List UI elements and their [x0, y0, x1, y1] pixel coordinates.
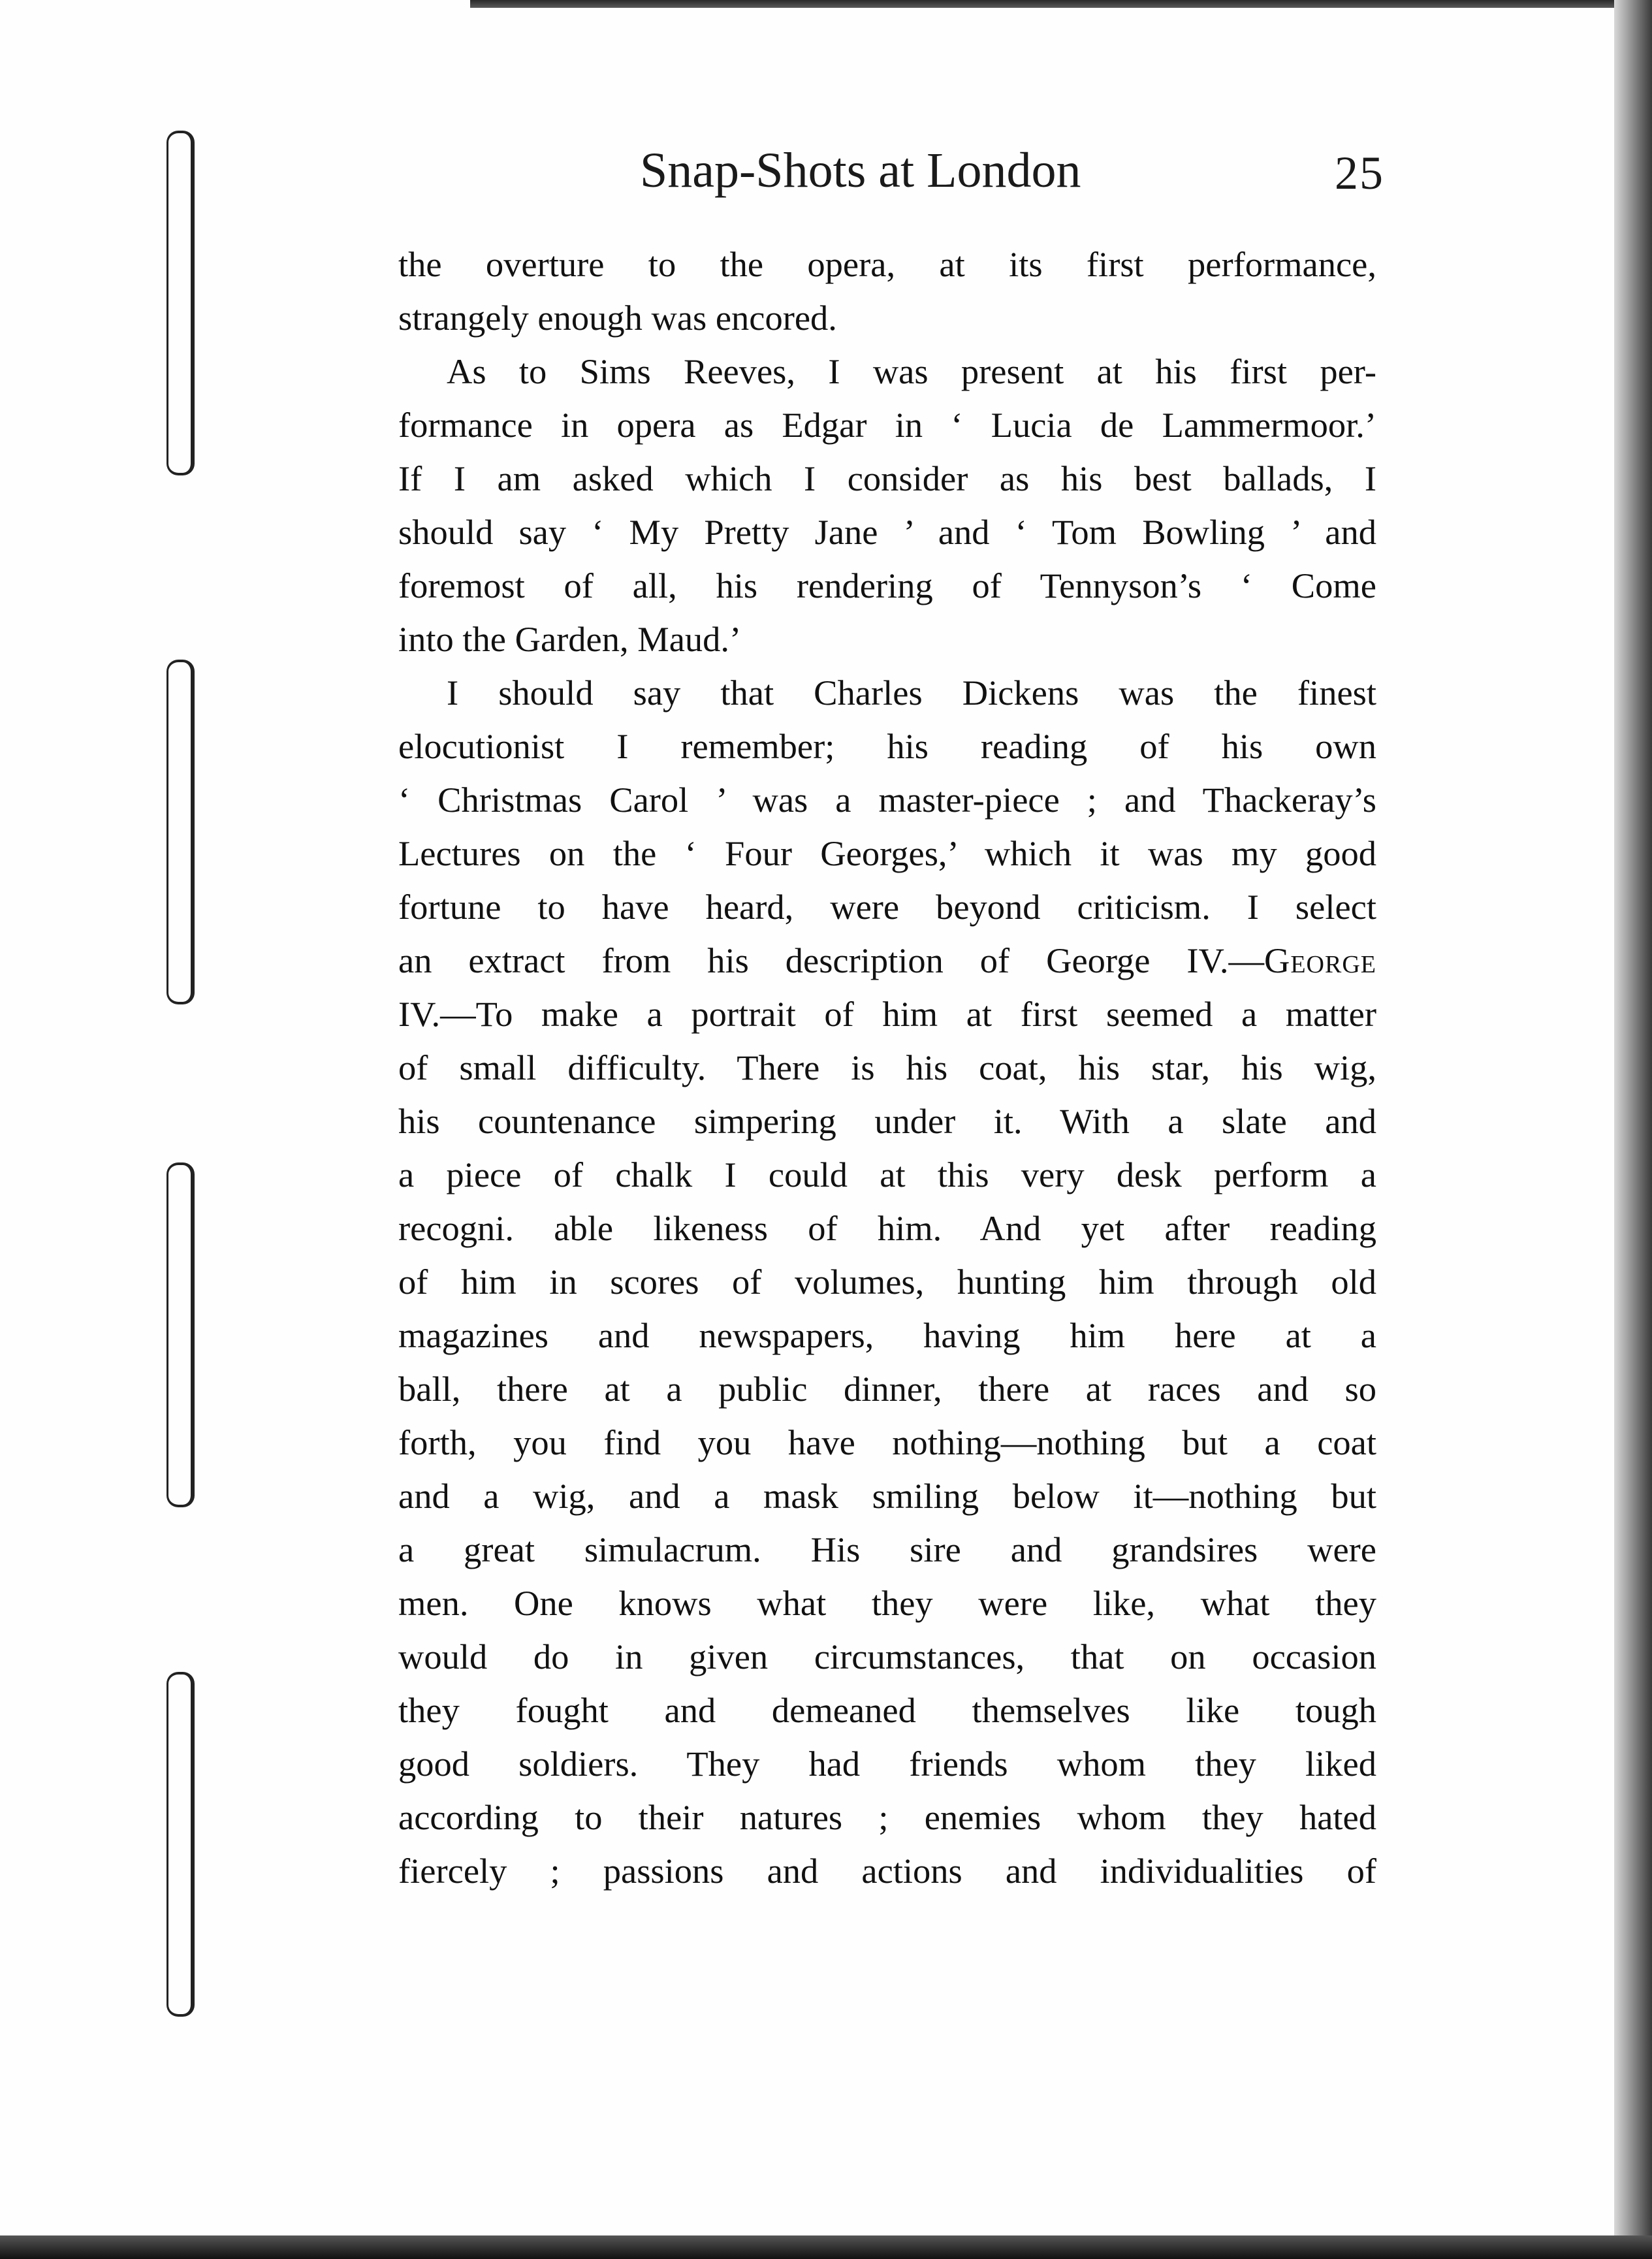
page-header — [392, 142, 1384, 201]
scan-right-edge — [1614, 0, 1652, 2259]
text-line: ‘ Christmas Carol ’ was a master-piece ; and Thackeray’s — [398, 780, 1376, 820]
text-line: his countenance simpering under it. With a slate and — [398, 1101, 1376, 1141]
text-line: and a wig, and a mask smiling below it—nothing but — [398, 1476, 1376, 1516]
text-line: If I am asked which I consider as his best ballads, I — [398, 458, 1376, 498]
text-line-segment: an extract from his description of George IV.— — [398, 940, 1264, 980]
scan-bottom-edge — [0, 2235, 1652, 2259]
text-line: should say ‘ My Pretty Jane ’ and ‘ Tom Bowling ’ and — [398, 512, 1376, 552]
text-line: formance in opera as Edgar in ‘ Lucia de Lammermoor.’ — [398, 405, 1376, 445]
text-line: they fought and demeaned themselves like tough — [398, 1690, 1376, 1730]
page-number: 25 — [1335, 147, 1384, 199]
body-text — [398, 238, 1376, 1898]
text-line-with-small-caps — [398, 934, 1376, 987]
text-line: Lectures on the ‘ Four Georges,’ which it was my good — [398, 833, 1376, 873]
binding-mark — [167, 1672, 195, 2017]
small-caps-word: George — [1263, 940, 1376, 980]
text-line: fortune to have heard, were beyond criticism. I select — [398, 887, 1376, 927]
text-line: I should say that Charles Dickens was the finest — [447, 673, 1376, 713]
text-line: IV.—To make a portrait of him at first seemed a matter — [398, 994, 1376, 1034]
text-line: into the Garden, Maud.’ — [398, 619, 742, 659]
text-line: strangely enough was encored. — [398, 298, 837, 338]
text-line: magazines and newspapers, having him here at a — [398, 1315, 1376, 1355]
running-title: Snap-Shots at London — [640, 143, 1081, 198]
text-line: would do in given circumstances, that on occasion — [398, 1637, 1376, 1676]
binding-mark — [167, 1162, 195, 1507]
text-line: according to their natures ; enemies whom they hated — [398, 1797, 1376, 1837]
binding-mark — [167, 660, 195, 1004]
text-line: recogni. able likeness of him. And yet after reading — [398, 1208, 1376, 1248]
text-line: forth, you find you have nothing—nothing but a coat — [398, 1422, 1376, 1462]
scan-top-edge — [470, 0, 1652, 8]
text-line: As to Sims Reeves, I was present at his first per- — [447, 351, 1376, 391]
text-line: men. One knows what they were like, what they — [398, 1583, 1376, 1623]
text-line: elocutionist I remember; his reading of his own — [398, 726, 1376, 766]
text-line: foremost of all, his rendering of Tennyson’s ‘ Come — [398, 566, 1376, 605]
text-line: of him in scores of volumes, hunting him through old — [398, 1262, 1376, 1302]
text-line: good soldiers. They had friends whom they liked — [398, 1744, 1376, 1784]
text-line: fiercely ; passions and actions and individualities of — [398, 1851, 1376, 1891]
text-line: a great simulacrum. His sire and grandsires were — [398, 1530, 1376, 1569]
binding-mark — [167, 131, 195, 475]
text-line: ball, there at a public dinner, there at races and so — [398, 1369, 1376, 1409]
text-line: of small difficulty. There is his coat, his star, his wig, — [398, 1048, 1376, 1087]
text-line: the overture to the opera, at its first performance, — [398, 244, 1376, 284]
text-line: a piece of chalk I could at this very desk perform a — [398, 1155, 1376, 1194]
